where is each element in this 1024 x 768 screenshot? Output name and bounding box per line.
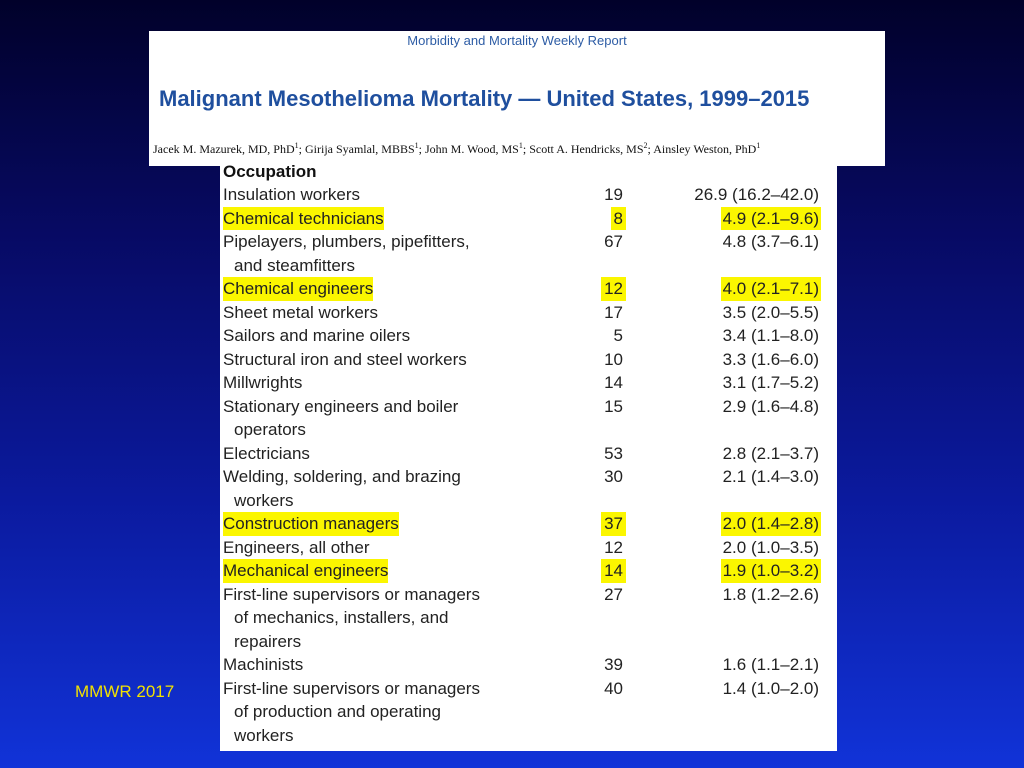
occupation-text: repairers	[234, 631, 302, 651]
pmr-cell	[623, 536, 837, 560]
deaths-value: 27	[604, 584, 623, 604]
occupation-text: Structural iron and steel workers	[223, 349, 467, 369]
table-row	[220, 230, 837, 277]
pmr-cell	[623, 230, 837, 277]
occupation-text: Chemical technicians	[223, 207, 384, 231]
deaths-value: 40	[604, 678, 623, 698]
occupation-text: Mechanical engineers	[223, 559, 388, 583]
deaths-cell	[523, 230, 623, 277]
occupation-text: operators	[234, 420, 306, 439]
deaths-cell	[523, 183, 623, 207]
pmr-value: 1.9 (1.0–3.2)	[721, 559, 821, 583]
deaths-value: 19	[604, 185, 623, 204]
deaths-value: 10	[604, 349, 623, 369]
table-row	[220, 465, 837, 512]
table-row	[220, 324, 837, 348]
occupation-text: Machinists	[223, 655, 304, 674]
table-row	[220, 348, 837, 372]
deaths-cell	[523, 465, 623, 512]
occupation-cell	[220, 395, 523, 442]
author-affiliation-mark: 2	[643, 141, 648, 150]
occupation-cell	[220, 207, 523, 231]
occupation-text: Welding, soldering, and brazing	[223, 467, 461, 486]
deaths-value: 8	[611, 207, 626, 231]
pmr-value: 3.4 (1.1–8.0)	[722, 326, 819, 345]
deaths-cell	[523, 277, 623, 301]
deaths-cell	[523, 348, 623, 372]
deaths-cell	[523, 207, 623, 231]
author-name: Girija Syamlal, MBBS	[304, 142, 415, 156]
occupation-cell	[220, 301, 523, 325]
deaths-cell	[523, 371, 623, 395]
author-affiliation-mark: 1	[414, 141, 419, 150]
deaths-cell	[523, 301, 623, 325]
occupation-cell	[220, 230, 523, 277]
occupation-cell	[220, 677, 523, 748]
pmr-value: 3.3 (1.6–6.0)	[722, 349, 819, 369]
pmr-cell	[623, 442, 837, 466]
occupation-text: of production and operating	[234, 702, 441, 721]
occupation-cell	[220, 442, 523, 466]
table-row	[220, 183, 837, 207]
pmr-value: 2.0 (1.4–2.8)	[721, 512, 821, 536]
deaths-value: 17	[604, 302, 623, 322]
author-list: Jacek M. Mazurek, MD, PhD$^1$; Girija Syamlal, MBBS$^1$; John M. Wood, $MS^1$; Scott A. Hendricks, $MS^2$; Ainsley Weston, PhD$^1$	[153, 141, 761, 156]
table-row	[220, 207, 837, 231]
pmr-cell	[623, 395, 837, 442]
pmr-value: 2.8 (2.1–3.7)	[722, 443, 819, 463]
pmr-cell	[623, 677, 837, 748]
pmr-cell	[623, 183, 837, 207]
deaths-cell	[523, 395, 623, 442]
author-name: John M. Wood, MS	[425, 142, 519, 156]
source-caption: MMWR 2017	[75, 682, 175, 701]
table-row	[220, 653, 837, 677]
occupation-text: Chemical engineers	[223, 277, 373, 301]
deaths-value: 5	[613, 326, 623, 345]
table-row	[220, 677, 837, 748]
occupation-cell	[220, 277, 523, 301]
deaths-value: 12	[601, 277, 626, 301]
deaths-cell	[523, 677, 623, 748]
author-affiliation-mark: 1	[756, 141, 761, 150]
table-body	[220, 183, 837, 747]
pmr-value: 2.1 (1.4–3.0)	[722, 467, 819, 486]
pmr-cell	[623, 653, 837, 677]
pmr-cell	[623, 324, 837, 348]
deaths-cell	[523, 583, 623, 654]
deaths-cell	[523, 653, 623, 677]
deaths-value: 37	[601, 512, 626, 536]
occupation-cell	[220, 348, 523, 372]
deaths-value: 67	[604, 232, 623, 251]
table-row	[220, 395, 837, 442]
occupation-text: First-line supervisors or managers	[223, 678, 480, 698]
pmr-value: 4.8 (3.7–6.1)	[722, 232, 819, 251]
occupation-text: Electricians	[223, 443, 310, 463]
occupation-text: Stationary engineers and boiler	[223, 396, 459, 416]
table-row	[220, 536, 837, 560]
table-row	[220, 277, 837, 301]
table-row	[220, 512, 837, 536]
pmr-value: 3.5 (2.0–5.5)	[722, 302, 819, 322]
pmr-value: 3.1 (1.7–5.2)	[722, 373, 819, 392]
pmr-value: 26.9 (16.2–42.0)	[694, 185, 819, 204]
occupation-cell	[220, 512, 523, 536]
occupation-text: Engineers, all other	[223, 537, 370, 557]
deaths-value: 12	[604, 537, 623, 557]
deaths-value: 14	[601, 559, 626, 583]
pmr-value: 1.6 (1.1–2.1)	[722, 655, 819, 674]
occupation-text: Sailors and marine oilers	[223, 326, 411, 345]
pmr-cell	[623, 277, 837, 301]
occupation-cell	[220, 536, 523, 560]
pmr-cell	[623, 301, 837, 325]
occupation-text: Millwrights	[223, 373, 303, 392]
occupation-cell	[220, 583, 523, 654]
author-name: Jacek M. Mazurek, MD, PhD	[153, 142, 295, 156]
pmr-value: 4.9 (2.1–9.6)	[721, 207, 821, 231]
deaths-cell	[523, 559, 623, 583]
pmr-cell	[623, 348, 837, 372]
article-header	[149, 31, 885, 166]
deaths-value: 14	[604, 373, 623, 392]
pmr-value: 2.9 (1.6–4.8)	[722, 396, 819, 416]
deaths-cell	[523, 536, 623, 560]
pmr-value: 1.4 (1.0–2.0)	[722, 678, 819, 698]
column-heading-occupation: Occupation	[223, 162, 317, 181]
deaths-value: 30	[604, 467, 623, 486]
pmr-cell	[623, 207, 837, 231]
occupation-cell	[220, 559, 523, 583]
pmr-cell	[623, 371, 837, 395]
deaths-value: 15	[604, 396, 623, 416]
pmr-cell	[623, 559, 837, 583]
occupation-text: and steamfitters	[234, 255, 355, 275]
table-row	[220, 371, 837, 395]
occupation-cell	[220, 371, 523, 395]
pmr-value: 2.0 (1.0–3.5)	[722, 537, 819, 557]
article-title: Malignant Mesothelioma Mortality — United States, 1999–2015	[159, 86, 810, 111]
occupation-text: of mechanics, installers, and	[234, 608, 449, 627]
author-affiliation-mark: 1	[518, 141, 523, 150]
table-row	[220, 442, 837, 466]
table-row	[220, 301, 837, 325]
pmr-cell	[623, 512, 837, 536]
pmr-value: 4.0 (2.1–7.1)	[721, 277, 821, 301]
table-row	[220, 559, 837, 583]
occupation-text: Insulation workers	[223, 185, 361, 204]
occupation-cell	[220, 183, 523, 207]
author-name: Ainsley Weston, PhD	[653, 142, 757, 156]
occupation-text: workers	[234, 490, 294, 510]
occupation-text: Sheet metal workers	[223, 302, 378, 322]
deaths-cell	[523, 324, 623, 348]
deaths-cell	[523, 442, 623, 466]
journal-name: Morbidity and Mortality Weekly Report	[407, 33, 627, 48]
author-affiliation-mark: 1	[294, 141, 299, 150]
pmr-cell	[623, 583, 837, 654]
pmr-value: 1.8 (1.2–2.6)	[722, 584, 819, 604]
author-name: Scott A. Hendricks, MS	[529, 142, 644, 156]
occupation-cell	[220, 324, 523, 348]
deaths-value: 39	[604, 655, 623, 674]
occupation-table	[220, 158, 837, 751]
occupation-cell	[220, 465, 523, 512]
deaths-value: 53	[604, 443, 623, 463]
table-row	[220, 583, 837, 654]
pmr-cell	[623, 465, 837, 512]
occupation-text: Construction managers	[223, 512, 399, 536]
deaths-cell	[523, 512, 623, 536]
occupation-text: First-line supervisors or managers	[223, 584, 480, 604]
occupation-text: workers	[234, 725, 294, 745]
occupation-text: Pipelayers, plumbers, pipefitters,	[223, 232, 470, 251]
occupation-cell	[220, 653, 523, 677]
